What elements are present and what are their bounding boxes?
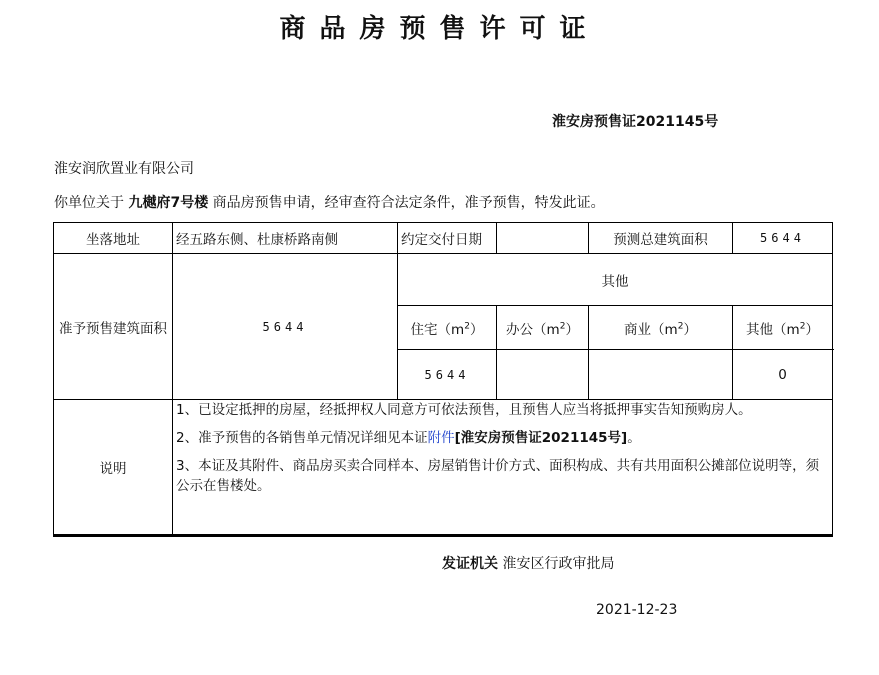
commercial-label: 商业$(m^2)$ — [589, 306, 733, 350]
certificate-number: 淮安房预售证2021145号 — [552, 114, 719, 130]
intro-prefix: 你单位关于 — [54, 195, 124, 211]
notes-content — [173, 400, 833, 536]
notes-label: 说明 — [54, 400, 173, 536]
company-name: 淮安润欣置业有限公司 — [54, 161, 194, 177]
residential-label: 住宅$(m^2)$ — [398, 306, 497, 350]
project-name: 九樾府7号楼 — [128, 195, 209, 211]
issue-date: 2021-12-23 — [596, 602, 678, 618]
intro-suffix: 商品房预售申请，经审查符合法定条件，准予预售，特发此证。 — [212, 195, 605, 211]
attachment-link[interactable]: 附件 — [427, 430, 455, 446]
other-area-label: 其他$(m^2)$ — [733, 306, 833, 350]
permit-table — [53, 222, 833, 537]
office-value — [497, 350, 589, 400]
office-label: 办公$(m^2)$ — [497, 306, 589, 350]
other-area-value: 0 — [733, 350, 833, 400]
issuer-label: 发证机关 — [442, 556, 498, 572]
approved-area-value: 5644 — [173, 254, 398, 400]
delivery-date-label: 约定交付日期 — [398, 223, 497, 254]
total-area-value: 5644 — [733, 223, 833, 254]
document-title: 商品房预售许可证 — [279, 14, 600, 44]
location-value: 经五路东侧、杜康桥路南侧 — [173, 223, 398, 254]
issuing-authority — [442, 553, 614, 573]
attachment-ref: [淮安房预售证2021145号] — [454, 430, 628, 446]
note-3: 3、本证及其附件、商品房买卖合同样本、房屋销售计价方式、面积构成、共有共用面积公摊部位说明等，须公示在售楼处。 — [176, 458, 820, 494]
location-label: 坐落地址 — [54, 223, 173, 254]
commercial-value — [589, 350, 733, 400]
intro-statement — [54, 192, 605, 212]
note-1: 1、已设定抵押的房屋，经抵押权人同意方可依法预售，且预售人应当将抵押事实告知预购房人。 — [176, 402, 752, 418]
delivery-date-value — [497, 223, 589, 254]
note-2: 2、准予预售的各销售单元情况详细见本证附件[淮安房预售证2021145号]。 — [176, 430, 641, 446]
issuer-value: 淮安区行政审批局 — [502, 556, 615, 572]
approved-area-label: 准予预售建筑面积 — [54, 254, 173, 400]
residential-value: 5644 — [398, 350, 497, 400]
other-header: 其他 — [398, 254, 833, 306]
total-area-label: 预测总建筑面积 — [589, 223, 733, 254]
